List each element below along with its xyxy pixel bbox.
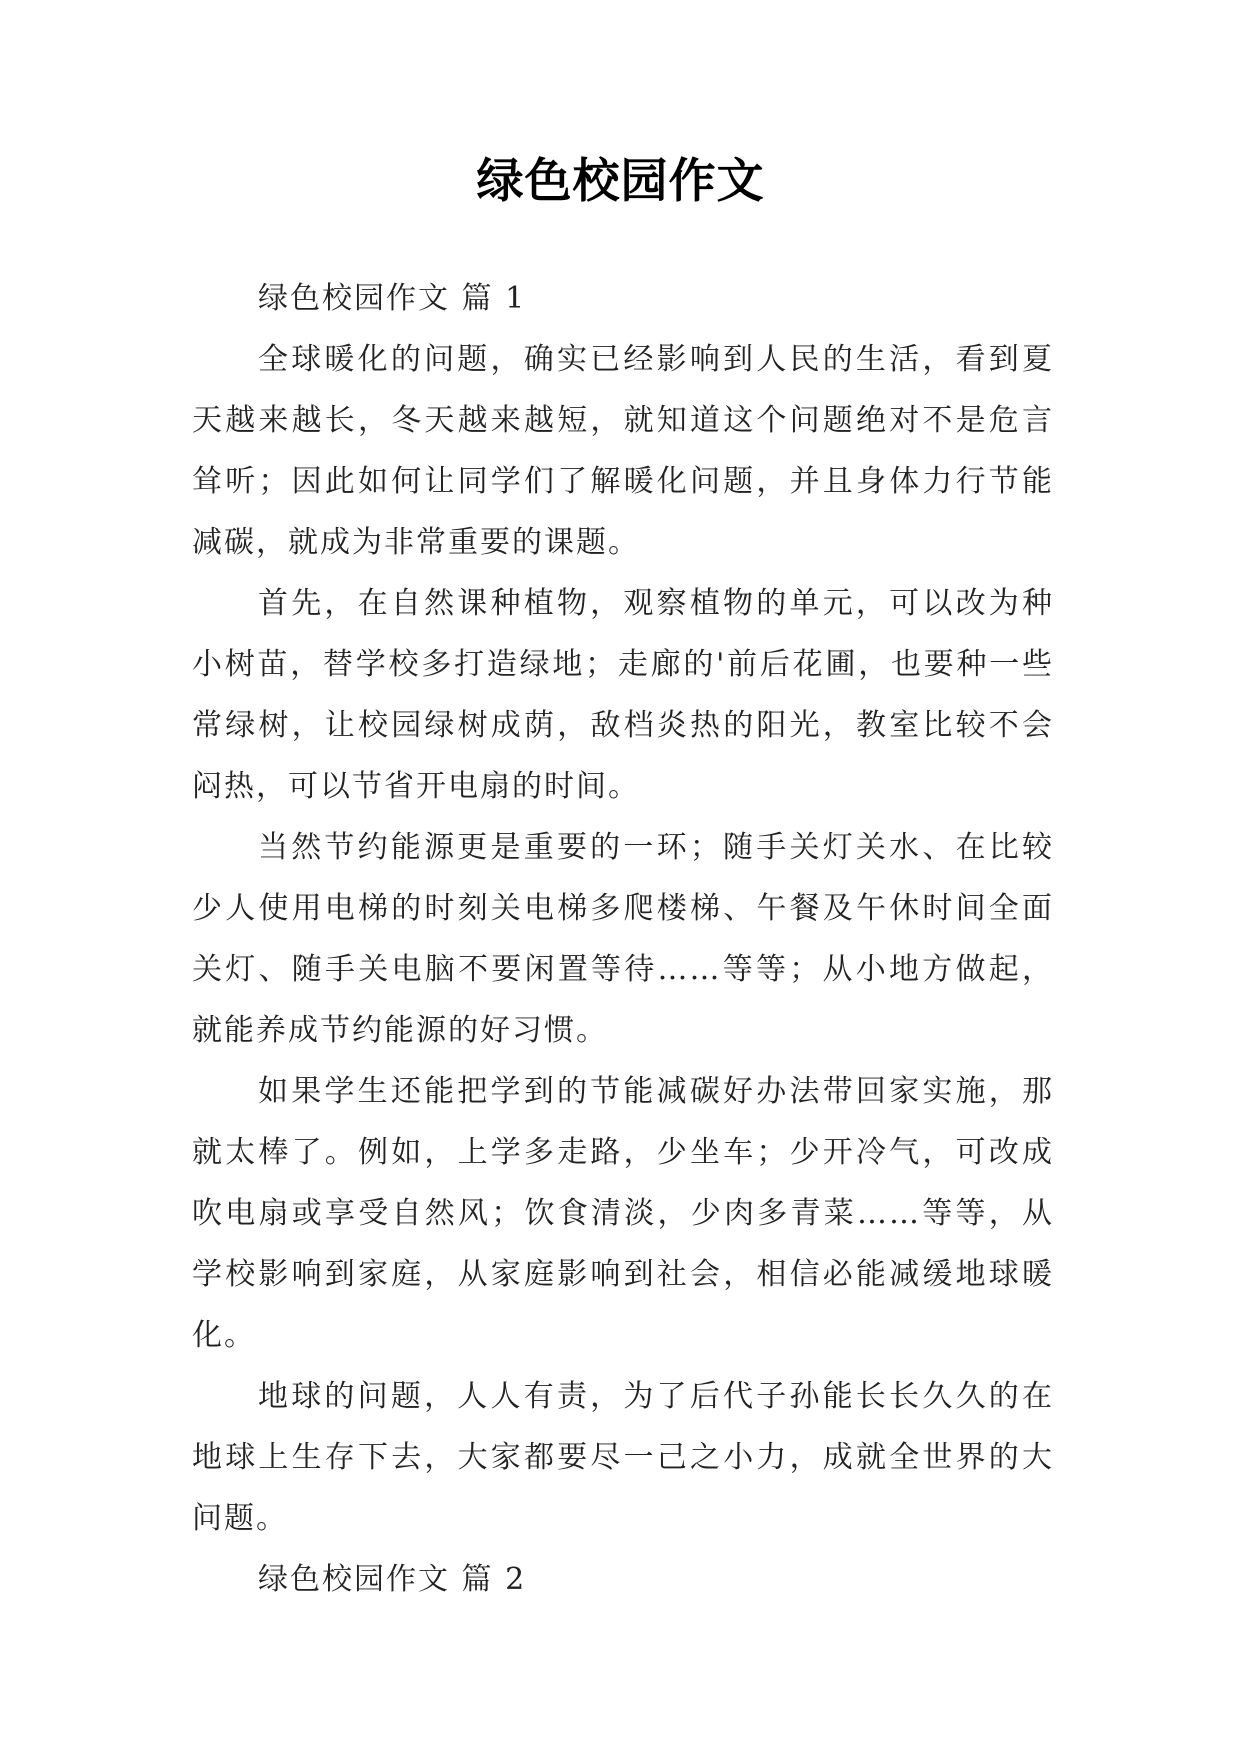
section-heading-1: 绿色校园作文 篇 1 <box>258 281 527 316</box>
paragraph-3: 当然节约能源更是重要的一环；随手关灯关水、在比较少人使用电梯的时刻关电梯多爬楼梯、午餐及午休时间全面关灯、随手关电脑不要闲置等待……等等；从小地方做起，就能养成节约能源的好习惯。 <box>192 830 1054 1048</box>
paragraph-4: 如果学生还能把学到的节能减碳好办法带回家实施，那就太棒了。例如，上学多走路，少坐车；少开冷气，可改成吹电扇或享受自然风；饮食清淡，少肉多青菜……等等，从学校影响到家庭，从家庭影响到社会，相信必能减缓地球暖化。 <box>192 1074 1054 1353</box>
document-body <box>192 268 1054 1610</box>
section-heading-2: 绿色校园作文 篇 2 <box>258 1562 527 1597</box>
paragraph-2: 首先，在自然课种植物，观察植物的单元，可以改为种小树苗，替学校多打造绿地；走廊的'前后花圃，也要种一些常绿树，让校园绿树成荫，敌档炎热的阳光，教室比较不会闷热，可以节省开电扇的时间。 <box>192 586 1054 804</box>
paragraph-5: 地球的问题，人人有责，为了后代子孙能长长久久的在地球上生存下去，大家都要尽一己之小力，成就全世界的大问题。 <box>192 1379 1054 1536</box>
paragraph-1: 全球暖化的问题，确实已经影响到人民的生活，看到夏天越来越长，冬天越来越短，就知道这个问题绝对不是危言耸听；因此如何让同学们了解暖化问题，并且身体力行节能减碳，就成为非常重要的课题。 <box>192 342 1054 560</box>
document-title: 绿色校园作文 <box>476 154 765 209</box>
